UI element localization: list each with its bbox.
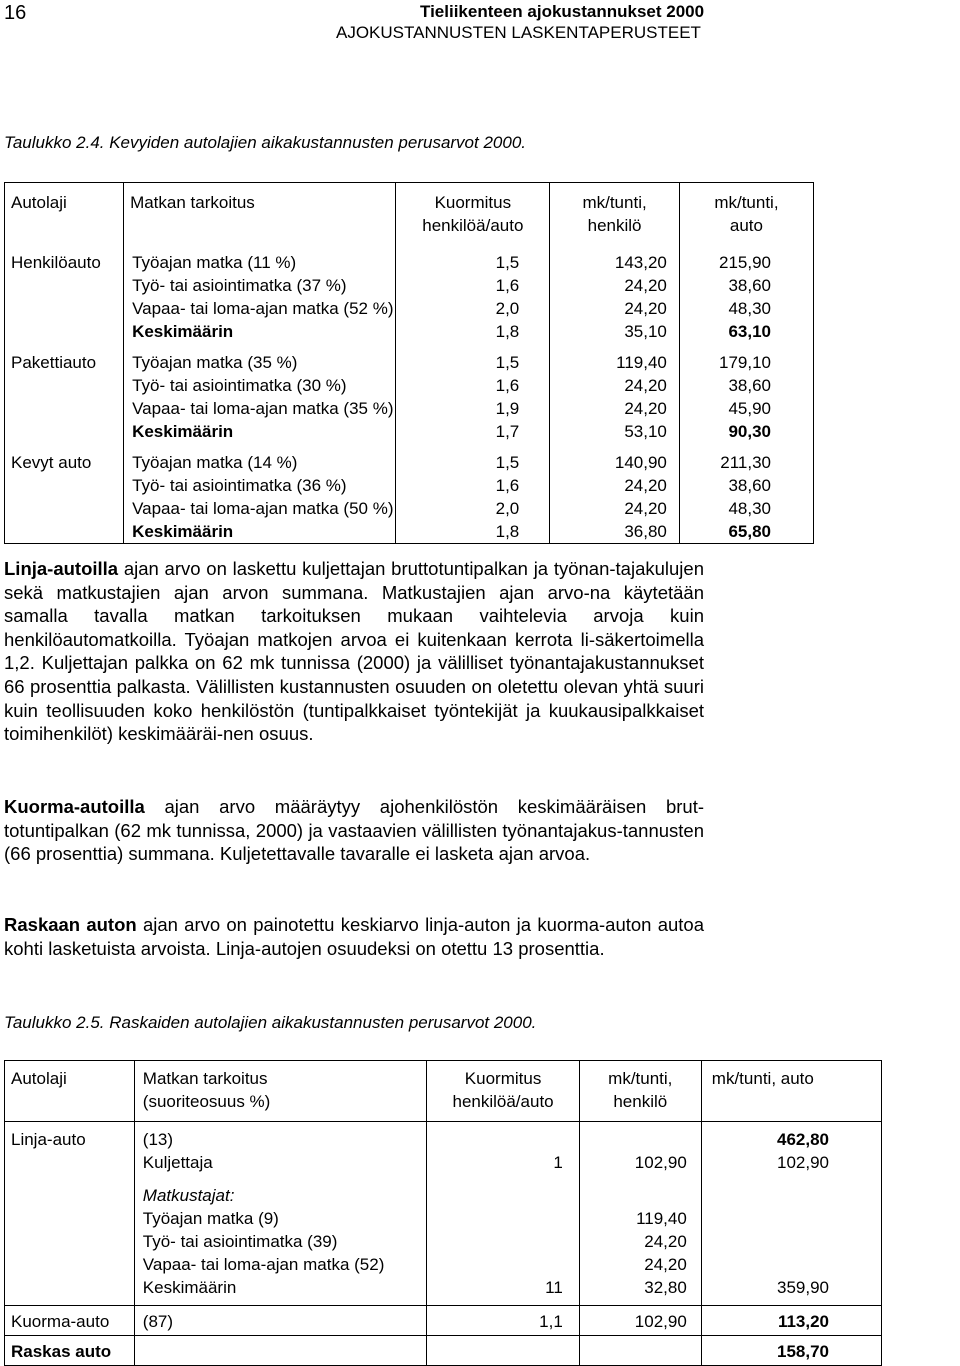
header-trip-purpose: Matkan tarkoitus (suoriteosuus %) (134, 1061, 427, 1122)
per-car-cell: 158,70 (701, 1336, 881, 1366)
per-car-cell: 215,90 38,60 48,30 63,10 (679, 243, 813, 343)
per-person-cell (579, 1336, 701, 1366)
load-cell: 1,5 1,6 2,0 1,8 (396, 443, 550, 544)
header-trip-purpose: Matkan tarkoitus (124, 183, 396, 244)
vehicle-type-cell: Pakettiauto (11, 353, 97, 372)
load-cell: 1,5 1,6 2,0 1,8 (396, 243, 550, 343)
purpose-cell: Työajan matka (11 %) Työ- tai asiointimatka (37 %) Vapaa- tai loma-ajan matka (52 %) Keskimäärin (124, 243, 396, 343)
per-person-cell: 102,90 119,40 24,20 24,20 32,80 (579, 1122, 701, 1306)
table-heavy-vehicles (4, 1060, 882, 1366)
table-row-truck (5, 1306, 882, 1336)
table-header-row (5, 183, 814, 244)
table-row-group (5, 243, 814, 343)
paragraph-heavy: Raskaan auton ajan arvo on painotettu keskiarvo linja-auton ja kuorma-auton autoa kohti lasketuista arvoista. Linja-autojen osuudeksi on otettu 13 prosenttia. (4, 914, 704, 959)
table-row-bus (5, 1122, 882, 1306)
purpose-cell: Työajan matka (14 %) Työ- tai asiointimatka (36 %) Vapaa- tai loma-ajan matka (50 %) Keskimäärin (124, 443, 396, 544)
page-number: 16 (4, 2, 27, 24)
table-row-heavy (5, 1336, 882, 1366)
document-title: Tieliikenteen ajokustannukset 2000 (420, 2, 705, 21)
per-car-cell: 462,80 102,90 359,90 (701, 1122, 881, 1306)
vehicle-type-cell: Raskas auto (5, 1336, 135, 1366)
load-cell: 1,5 1,6 1,9 1,7 (396, 343, 550, 443)
paragraph-bus: Linja-autoilla ajan arvo on laskettu kuljettajan bruttotuntipalkan ja työnan-tajakulujen sekä matkustajien ajan arvon summana. Matkustajien ajan arvo-na käytetään samalla tavalla matkan tarkoituksen mukaan vaihtelevia arvoja kuin henkilöautomatkoilla. Työajan matkojen arvoa ei kuitenkaan kerrota li-säkertoimella 1,2. Kuljettajan palkka on 62 mk tunnissa (2000) ja välilliset työnantajakustannukset 66 prosenttia palkasta. Välillisten kustannusten osuuden on oletettu olevan yhtä suuri kuin teollisuuden koko henkilöstön (tuntipalkkaiset työntekijät ja kuukausipalkkaiset toimihenkilöt) keskimääräi-nen osuus. (4, 558, 704, 745)
purpose-cell (134, 1336, 427, 1366)
per-car-cell: 113,20 (701, 1306, 881, 1336)
load-cell: 1,1 (427, 1306, 579, 1336)
per-car-cell: 211,30 38,60 48,30 65,80 (679, 443, 813, 544)
header-vehicle-type: Autolaji (5, 1061, 135, 1122)
header-load: Kuormitus henkilöä/auto (427, 1061, 579, 1122)
load-cell: 1 11 (427, 1122, 579, 1306)
header-per-car: mk/tunti, auto (679, 183, 813, 244)
table-row-group (5, 343, 814, 443)
table2-caption: Taulukko 2.5. Raskaiden autolajien aikakustannusten perusarvot 2000. (4, 1013, 537, 1032)
paragraph-truck: Kuorma-autoilla ajan arvo määräytyy ajohenkilöstön keskimääräisen brut-totuntipalkan (62 mk tunnissa, 2000) ja vastaavien välillisten työnantajakus-tannusten (66 prosenttia) summana. Kuljetettavalle tavaralle ei lasketa ajan arvoa. (4, 796, 704, 865)
table-light-vehicles (4, 182, 814, 544)
header-per-person: mk/tunti, henkilö (550, 183, 680, 244)
table-header-row (5, 1061, 882, 1122)
vehicle-type-cell: Henkilöauto (11, 253, 101, 272)
table-row-group (5, 443, 814, 544)
header-load: Kuormitus henkilöä/auto (396, 183, 550, 244)
header-vehicle-type: Autolaji (11, 193, 67, 212)
per-person-cell: 140,90 24,20 24,20 36,80 (550, 443, 680, 544)
per-person-cell: 119,40 24,20 24,20 53,10 (550, 343, 680, 443)
purpose-cell: (87) (134, 1306, 427, 1336)
document-subtitle: AJOKUSTANNUSTEN LASKENTAPERUSTEET (336, 23, 701, 42)
per-person-cell: 143,20 24,20 24,20 35,10 (550, 243, 680, 343)
purpose-cell: (13) Kuljettaja Matkustajat: Työajan matka (9) Työ- tai asiointimatka (39) Vapaa- tai loma-ajan matka (52) Keskimäärin (134, 1122, 427, 1306)
vehicle-type-cell: Linja-auto (5, 1122, 135, 1306)
table1-caption: Taulukko 2.4. Kevyiden autolajien aikakustannusten perusarvot 2000. (4, 133, 527, 152)
header-per-car: mk/tunti, auto (701, 1061, 881, 1122)
load-cell (427, 1336, 579, 1366)
per-car-cell: 179,10 38,60 45,90 90,30 (679, 343, 813, 443)
vehicle-type-cell: Kuorma-auto (5, 1306, 135, 1336)
vehicle-type-cell: Kevyt auto (11, 453, 92, 472)
purpose-cell: Työajan matka (35 %) Työ- tai asiointimatka (30 %) Vapaa- tai loma-ajan matka (35 %) Keskimäärin (124, 343, 396, 443)
per-person-cell: 102,90 (579, 1306, 701, 1336)
header-per-person: mk/tunti, henkilö (579, 1061, 701, 1122)
